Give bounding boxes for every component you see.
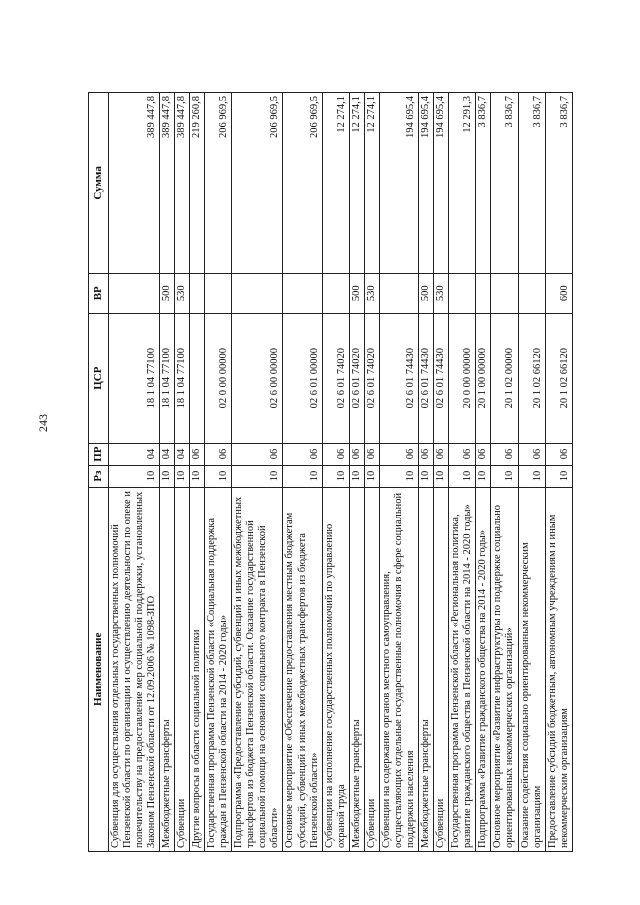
- row-csr-cell: [190, 313, 205, 443]
- row-pr-cell: 06: [434, 443, 449, 465]
- row-vr-cell: [449, 273, 476, 313]
- table-row: [476, 93, 491, 852]
- row-pr-cell: 06: [491, 443, 518, 465]
- row-name-cell: Межбюджетные трансферты: [159, 487, 174, 851]
- page-number: 243: [36, 414, 50, 432]
- row-vr-cell: [491, 273, 518, 313]
- row-csr-cell: 02 6 00 00000: [232, 313, 283, 443]
- row-rz-cell: 10: [159, 465, 174, 487]
- row-name-cell: Подпрограмма «Предоставление субсидий, субвенций и иных межбюджетных трансфертов из бюджета Пензенской области. Оказание государственной социальной помощи на основании социального контракта в Пензенской области»: [232, 487, 283, 851]
- row-sum-cell: 219 260,8: [190, 93, 205, 274]
- row-sum-cell: 12 274,1: [322, 93, 349, 274]
- row-csr-cell: 18 1 04 77100: [174, 313, 189, 443]
- row-csr-cell: 02 6 01 74430: [434, 313, 449, 443]
- header-sum: Сумма: [89, 93, 109, 274]
- row-rz-cell: 10: [379, 465, 418, 487]
- row-rz-cell: 10: [518, 465, 545, 487]
- row-name-cell: Оказание содействия социально ориентированным некоммерческим организациям: [518, 487, 545, 851]
- row-sum-cell: 206 969,5: [232, 93, 283, 274]
- row-csr-cell: 20 0 00 00000: [449, 313, 476, 443]
- table-row: [174, 93, 189, 852]
- row-csr-cell: 02 6 01 74020: [349, 313, 364, 443]
- row-sum-cell: 194 695,4: [379, 93, 418, 274]
- row-name-cell: Субвенции: [174, 487, 189, 851]
- row-vr-cell: [379, 273, 418, 313]
- row-name-cell: Государственная программа Пензенской области «Региональная политика, развитие гражданского общества в Пензенской области на 2014 - 2020 годы»: [449, 487, 476, 851]
- row-sum-cell: 12 274,1: [349, 93, 364, 274]
- row-pr-cell: 06: [518, 443, 545, 465]
- row-csr-cell: 20 1 02 66120: [545, 313, 572, 443]
- table-row: [232, 93, 283, 852]
- row-csr-cell: 20 1 02 66120: [518, 313, 545, 443]
- row-vr-cell: [205, 273, 232, 313]
- row-name-cell: Субвенции на содержание органов местного самоуправления, осуществляющих отдельные государственные полномочия в сфере социальной поддержки населения: [379, 487, 418, 851]
- row-rz-cell: 10: [349, 465, 364, 487]
- row-name-cell: Государственная программа Пензенской области «Социальная поддержка граждан в Пензенской области на 2014 - 2020 годы»: [205, 487, 232, 851]
- row-rz-cell: 10: [449, 465, 476, 487]
- table-row: [545, 93, 572, 852]
- header-pr: ПР: [89, 443, 109, 465]
- row-sum-cell: 206 969,5: [283, 93, 322, 274]
- row-sum-cell: 12 291,3: [449, 93, 476, 274]
- header-csr: ЦСР: [89, 313, 109, 443]
- row-sum-cell: 194 695,4: [434, 93, 449, 274]
- table-row: [159, 93, 174, 852]
- row-sum-cell: 3 836,7: [545, 93, 572, 274]
- row-vr-cell: 530: [364, 273, 379, 313]
- row-csr-cell: 02 0 00 00000: [205, 313, 232, 443]
- row-vr-cell: 500: [159, 273, 174, 313]
- row-name-cell: Предоставление субсидий бюджетным, автономным учреждениям и иным некоммерческим организациям: [545, 487, 572, 851]
- row-sum-cell: 389 447,8: [159, 93, 174, 274]
- row-pr-cell: 04: [159, 443, 174, 465]
- row-pr-cell: 06: [322, 443, 349, 465]
- row-rz-cell: 10: [434, 465, 449, 487]
- table-row: [364, 93, 379, 852]
- row-name-cell: Субвенции на исполнение государственных полномочий по управлению охраной труда: [322, 487, 349, 851]
- table-row: [190, 93, 205, 852]
- row-pr-cell: 06: [419, 443, 434, 465]
- row-sum-cell: 3 836,7: [476, 93, 491, 274]
- row-sum-cell: 12 274,1: [364, 93, 379, 274]
- table-row: [283, 93, 322, 852]
- row-pr-cell: 06: [476, 443, 491, 465]
- row-sum-cell: 389 447,8: [108, 93, 159, 274]
- row-csr-cell: 20 1 02 00000: [491, 313, 518, 443]
- row-sum-cell: 389 447,8: [174, 93, 189, 274]
- row-vr-cell: [190, 273, 205, 313]
- table-row: [322, 93, 349, 852]
- row-pr-cell: 06: [232, 443, 283, 465]
- row-name-cell: Подпрограмма «Развитие гражданского общества на 2014 - 2020 годы»: [476, 487, 491, 851]
- row-vr-cell: 600: [545, 273, 572, 313]
- row-rz-cell: 10: [205, 465, 232, 487]
- row-name-cell: Межбюджетные трансферты: [349, 487, 364, 851]
- row-pr-cell: 06: [449, 443, 476, 465]
- row-rz-cell: 10: [283, 465, 322, 487]
- row-vr-cell: [232, 273, 283, 313]
- table-row: [419, 93, 434, 852]
- header-rz: Рз: [89, 465, 109, 487]
- row-csr-cell: 02 6 01 74430: [419, 313, 434, 443]
- row-rz-cell: 10: [364, 465, 379, 487]
- row-name-cell: Субвенции: [434, 487, 449, 851]
- row-sum-cell: 194 695,4: [419, 93, 434, 274]
- row-rz-cell: 10: [174, 465, 189, 487]
- row-sum-cell: 3 836,7: [491, 93, 518, 274]
- row-pr-cell: 06: [205, 443, 232, 465]
- row-vr-cell: 530: [174, 273, 189, 313]
- row-rz-cell: 10: [545, 465, 572, 487]
- row-rz-cell: 10: [108, 465, 159, 487]
- row-vr-cell: [108, 273, 159, 313]
- row-csr-cell: 20 1 00 00000: [476, 313, 491, 443]
- row-sum-cell: 3 836,7: [518, 93, 545, 274]
- row-vr-cell: [283, 273, 322, 313]
- row-vr-cell: 530: [434, 273, 449, 313]
- row-name-cell: Другие вопросы в области социальной политики: [190, 487, 205, 851]
- row-name-cell: Основное мероприятие «Обеспечение предоставления местным бюджетам субсидий, субвенций и иных межбюджетных трансфертов из бюджета Пензенской области»: [283, 487, 322, 851]
- row-name-cell: Субвенции: [364, 487, 379, 851]
- table-row: [449, 93, 476, 852]
- row-pr-cell: 04: [108, 443, 159, 465]
- table-row: [349, 93, 364, 852]
- row-vr-cell: 500: [419, 273, 434, 313]
- table-row: [108, 93, 159, 852]
- row-rz-cell: 10: [190, 465, 205, 487]
- table-row: [379, 93, 418, 852]
- row-rz-cell: 10: [491, 465, 518, 487]
- row-csr-cell: 02 6 01 00000: [283, 313, 322, 443]
- row-rz-cell: 10: [419, 465, 434, 487]
- row-name-cell: Субвенция для осуществления отдельных государственных полномочий Пензенской области по организации и осуществлению деятельности по опеке и попечительству на предоставление мер социальной поддержки, установленных Законом Пензенской области от 12.09.2006 № 1098-ЗПО: [108, 487, 159, 851]
- row-csr-cell: 02 6 01 74430: [379, 313, 418, 443]
- header-vr: ВР: [89, 273, 109, 313]
- table-row: [491, 93, 518, 852]
- row-csr-cell: 18 1 04 77100: [108, 313, 159, 443]
- table-row: [518, 93, 545, 852]
- table-header-row: [89, 93, 109, 852]
- row-csr-cell: 02 6 01 74020: [322, 313, 349, 443]
- row-pr-cell: 06: [379, 443, 418, 465]
- row-csr-cell: 02 6 01 74020: [364, 313, 379, 443]
- budget-table: [88, 92, 573, 852]
- row-name-cell: Межбюджетные трансферты: [419, 487, 434, 851]
- header-name: Наименование: [89, 487, 109, 851]
- row-vr-cell: [322, 273, 349, 313]
- row-csr-cell: 18 1 04 77100: [159, 313, 174, 443]
- row-pr-cell: 04: [174, 443, 189, 465]
- row-vr-cell: [518, 273, 545, 313]
- row-pr-cell: 06: [283, 443, 322, 465]
- row-vr-cell: [476, 273, 491, 313]
- row-name-cell: Основное мероприятие «Развитие инфраструктуры по поддержке социально ориентированных некоммерческих организаций»: [491, 487, 518, 851]
- row-pr-cell: 06: [545, 443, 572, 465]
- row-rz-cell: 10: [322, 465, 349, 487]
- row-pr-cell: 06: [190, 443, 205, 465]
- row-rz-cell: 10: [476, 465, 491, 487]
- table-row: [205, 93, 232, 852]
- row-pr-cell: 06: [364, 443, 379, 465]
- table-row: [434, 93, 449, 852]
- row-sum-cell: 206 969,5: [205, 93, 232, 274]
- row-vr-cell: 500: [349, 273, 364, 313]
- rotated-table-container: [88, 92, 573, 852]
- row-pr-cell: 06: [349, 443, 364, 465]
- row-rz-cell: 10: [232, 465, 283, 487]
